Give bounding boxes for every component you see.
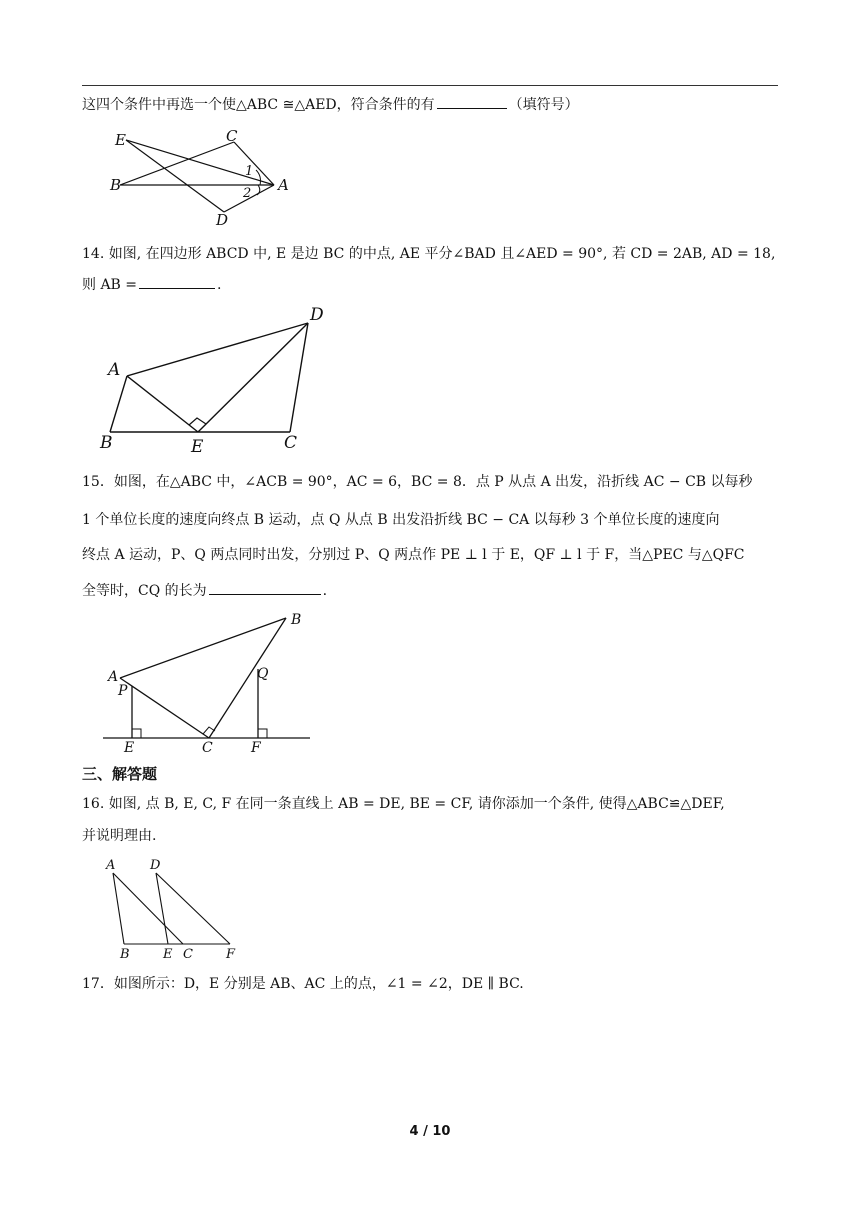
q13-angle-2: 2 [243, 186, 252, 201]
q17-line1: 17．如图所示：D，E 分别是 AB、AC 上的点，∠1 = ∠2，DE ∥ BC. [82, 976, 524, 992]
q16-label-d: D [150, 858, 161, 873]
q14-line2-pre: 则 AB = [82, 277, 138, 293]
q15-line4-pre: 全等时，CQ 的长为 [82, 583, 207, 599]
q15-label-c: C [202, 740, 213, 756]
q15-label-p: P [118, 683, 128, 699]
figure-q13 [109, 127, 289, 229]
q15-line1: 15．如图，在△ABC 中，∠ACB = 90°，AC = 6，BC = 8．点 P 从点 A 出发，沿折线 AC − CB 以每秒 [82, 474, 753, 490]
q14-line2-post: . [217, 277, 222, 293]
q13-label-c: C [226, 127, 238, 145]
q13-line1: 这四个条件中再选一个使△ABC ≅△AED，符合条件的有 [82, 97, 435, 113]
q13-line1-tail: （填符号） [508, 97, 579, 113]
q16-line1: 16. 如图, 点 B, E, C, F 在同一条直线上 AB = DE, BE = CF, 请你添加一个条件, 使得△ABC≌△DEF, [82, 796, 725, 812]
q15-label-f: F [251, 740, 261, 756]
q16-line2: 并说明理由. [82, 828, 157, 844]
q13-label-e: E [115, 131, 126, 149]
q14-label-c: C [284, 433, 298, 453]
q14-line1: 14. 如图, 在四边形 ABCD 中, E 是边 BC 的中点, AE 平分∠BAD 且∠AED = 90°, 若 CD = 2AB, AD = 18, [82, 246, 776, 262]
q13-label-d: D [216, 211, 229, 229]
q15-label-a: A [108, 669, 119, 685]
q15-label-e: E [124, 740, 135, 756]
section-heading: 三、解答题 [82, 765, 158, 783]
q13-angle-1: 1 [245, 164, 254, 179]
q13-label-a: A [278, 176, 289, 194]
q16-label-a: A [106, 858, 116, 873]
q16-label-c: C [183, 947, 193, 962]
q13-label-b: B [110, 176, 122, 194]
q14-label-a: A [108, 360, 121, 380]
q15-label-b: B [291, 612, 302, 628]
figure-q14 [99, 305, 324, 457]
q16-label-b: B [120, 947, 130, 962]
page-number: 4 / 10 [409, 1124, 451, 1139]
q14-label-d: D [310, 305, 324, 325]
q16-label-e: E [163, 947, 173, 962]
q16-label-f: F [226, 947, 236, 962]
figure-q15 [103, 612, 310, 756]
q15-label-q: Q [257, 666, 269, 682]
q15-line4-post: . [322, 583, 328, 599]
q15-line2: 1 个单位长度的速度向终点 B 运动，点 Q 从点 B 出发沿折线 BC − CA 以每秒 3 个单位长度的速度向 [82, 512, 720, 528]
q14-label-e: E [191, 437, 204, 457]
figure-q16 [105, 858, 236, 962]
q14-label-b: B [100, 433, 113, 453]
q15-line3: 终点 A 运动，P、Q 两点同时出发，分别过 P、Q 两点作 PE ⊥ l 于 E，QF ⊥ l 于 F，当△PEC 与△QFC [82, 547, 745, 563]
